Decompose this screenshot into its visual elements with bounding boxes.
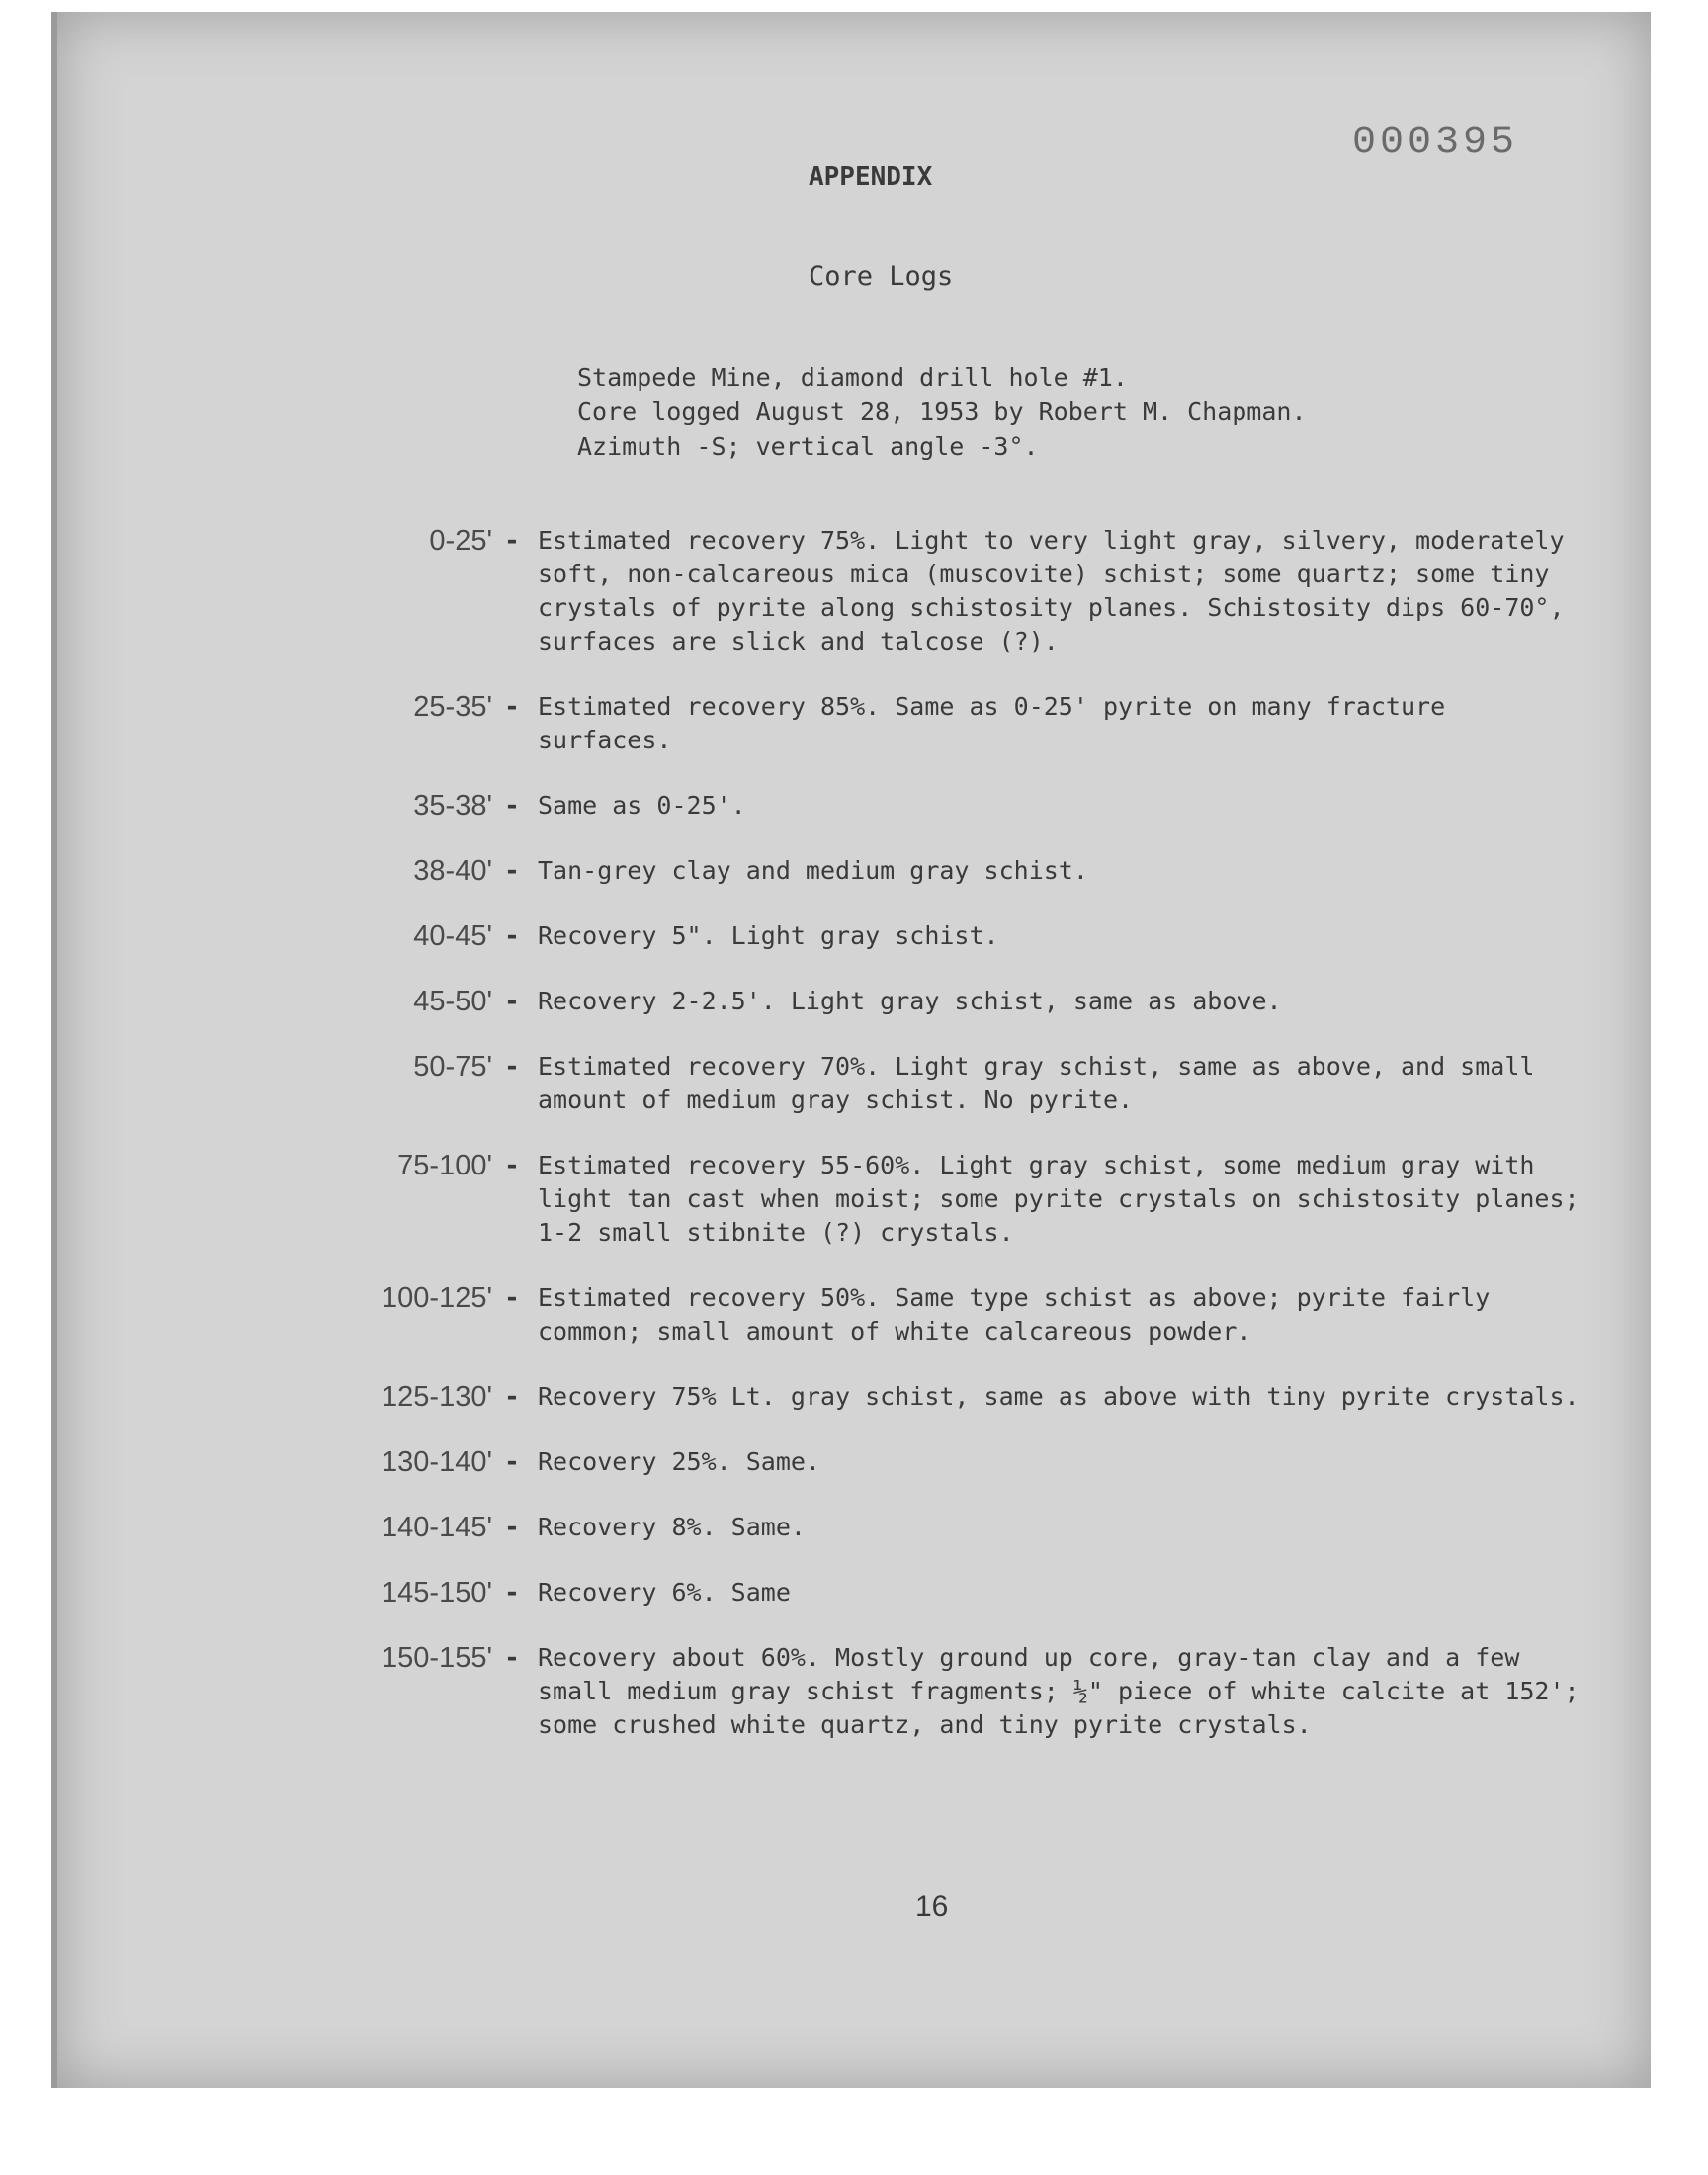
log-entry bbox=[334, 789, 1580, 823]
log-entry bbox=[334, 1281, 1580, 1348]
meta-line: Azimuth -S; vertical angle -3°. bbox=[577, 432, 1039, 461]
log-description: Recovery 2-2.5'. Light gray schist, same as above. bbox=[538, 987, 1282, 1015]
core-log-list bbox=[334, 524, 1580, 1774]
log-description: Recovery 6%. Same bbox=[538, 1578, 791, 1607]
log-description: Estimated recovery 85%. Same as 0-25' pyrite on many fracture surfaces. bbox=[538, 692, 1446, 754]
dash-separator: - bbox=[504, 791, 520, 821]
log-entry bbox=[334, 985, 1580, 1018]
dash-separator: - bbox=[504, 1643, 520, 1673]
dash-separator: - bbox=[504, 1052, 520, 1082]
log-entry bbox=[334, 919, 1580, 953]
dash-separator: - bbox=[504, 987, 520, 1016]
depth-range: 45-50' bbox=[413, 986, 492, 1017]
depth-range: 38-40' bbox=[413, 855, 492, 887]
page-subtitle: Core Logs bbox=[809, 261, 954, 292]
log-entry bbox=[334, 854, 1580, 888]
meta-line: Stampede Mine, diamond drill hole #1. bbox=[577, 363, 1128, 392]
depth-range: 40-45' bbox=[413, 920, 492, 952]
document-page bbox=[51, 12, 1651, 2088]
depth-range: 150-155' bbox=[382, 1642, 492, 1674]
depth-range: 145-150' bbox=[382, 1577, 492, 1609]
log-entry bbox=[334, 1641, 1580, 1742]
dash-separator: - bbox=[504, 1447, 520, 1477]
dash-separator: - bbox=[504, 1283, 520, 1313]
page-title: APPENDIX bbox=[809, 162, 933, 192]
log-description: Recovery 8%. Same. bbox=[538, 1513, 806, 1541]
log-description: Estimated recovery 70%. Light gray schist, same as above, and small amount of medium gray schist. No pyrite. bbox=[538, 1052, 1535, 1114]
log-description: Recovery about 60%. Mostly ground up core, gray-tan clay and a few small medium gray schist fragments; ½" piece of white calcite at 152'; some crushed white quartz, and tiny pyrite crystals. bbox=[538, 1643, 1580, 1739]
dash-separator: - bbox=[504, 1578, 520, 1608]
depth-range: 100-125' bbox=[382, 1282, 492, 1314]
log-entry bbox=[334, 1149, 1580, 1250]
dash-separator: - bbox=[504, 1382, 520, 1412]
log-description: Recovery 75% Lt. gray schist, same as above with tiny pyrite crystals. bbox=[538, 1382, 1580, 1411]
log-description: Estimated recovery 75%. Light to very light gray, silvery, moderately soft, non-calcareous mica (muscovite) schist; some quartz; some tiny crystals of pyrite along schistosity planes. Schistosity dips 60-70°, surfaces are slick and talcose (?). bbox=[538, 526, 1565, 655]
depth-range: 50-75' bbox=[413, 1051, 492, 1083]
dash-separator: - bbox=[504, 921, 520, 951]
log-entry bbox=[334, 1050, 1580, 1117]
depth-range: 75-100' bbox=[397, 1150, 492, 1181]
drill-hole-info bbox=[577, 360, 1307, 464]
log-description: Estimated recovery 50%. Same type schist as above; pyrite fairly common; small amount of white calcareous powder. bbox=[538, 1283, 1491, 1346]
dash-separator: - bbox=[504, 856, 520, 886]
depth-range: 140-145' bbox=[382, 1512, 492, 1543]
log-entry bbox=[334, 1445, 1580, 1479]
page-number: 16 bbox=[915, 1890, 949, 1923]
depth-range: 25-35' bbox=[413, 691, 492, 723]
depth-range: 0-25' bbox=[429, 525, 492, 557]
dash-separator: - bbox=[504, 1151, 520, 1180]
depth-range: 130-140' bbox=[382, 1446, 492, 1478]
log-description: Tan-grey clay and medium gray schist. bbox=[538, 856, 1088, 885]
log-description: Recovery 25%. Same. bbox=[538, 1447, 820, 1476]
depth-range: 125-130' bbox=[382, 1381, 492, 1413]
log-description: Estimated recovery 55-60%. Light gray schist, some medium gray with light tan cast when moist; some pyrite crystals on schistosity planes; 1-2 small stibnite (?) crystals. bbox=[538, 1151, 1580, 1247]
log-description: Recovery 5". Light gray schist. bbox=[538, 921, 999, 950]
log-entry bbox=[334, 1511, 1580, 1544]
document-number-stamp: 000395 bbox=[1352, 121, 1519, 165]
log-description: Same as 0-25'. bbox=[538, 791, 746, 820]
log-entry bbox=[334, 690, 1580, 757]
depth-range: 35-38' bbox=[413, 790, 492, 822]
meta-line: Core logged August 28, 1953 by Robert M. Chapman. bbox=[577, 397, 1307, 426]
dash-separator: - bbox=[504, 1513, 520, 1542]
log-entry bbox=[334, 1576, 1580, 1610]
dash-separator: - bbox=[504, 692, 520, 722]
log-entry bbox=[334, 1380, 1580, 1414]
dash-separator: - bbox=[504, 526, 520, 556]
log-entry bbox=[334, 524, 1580, 658]
